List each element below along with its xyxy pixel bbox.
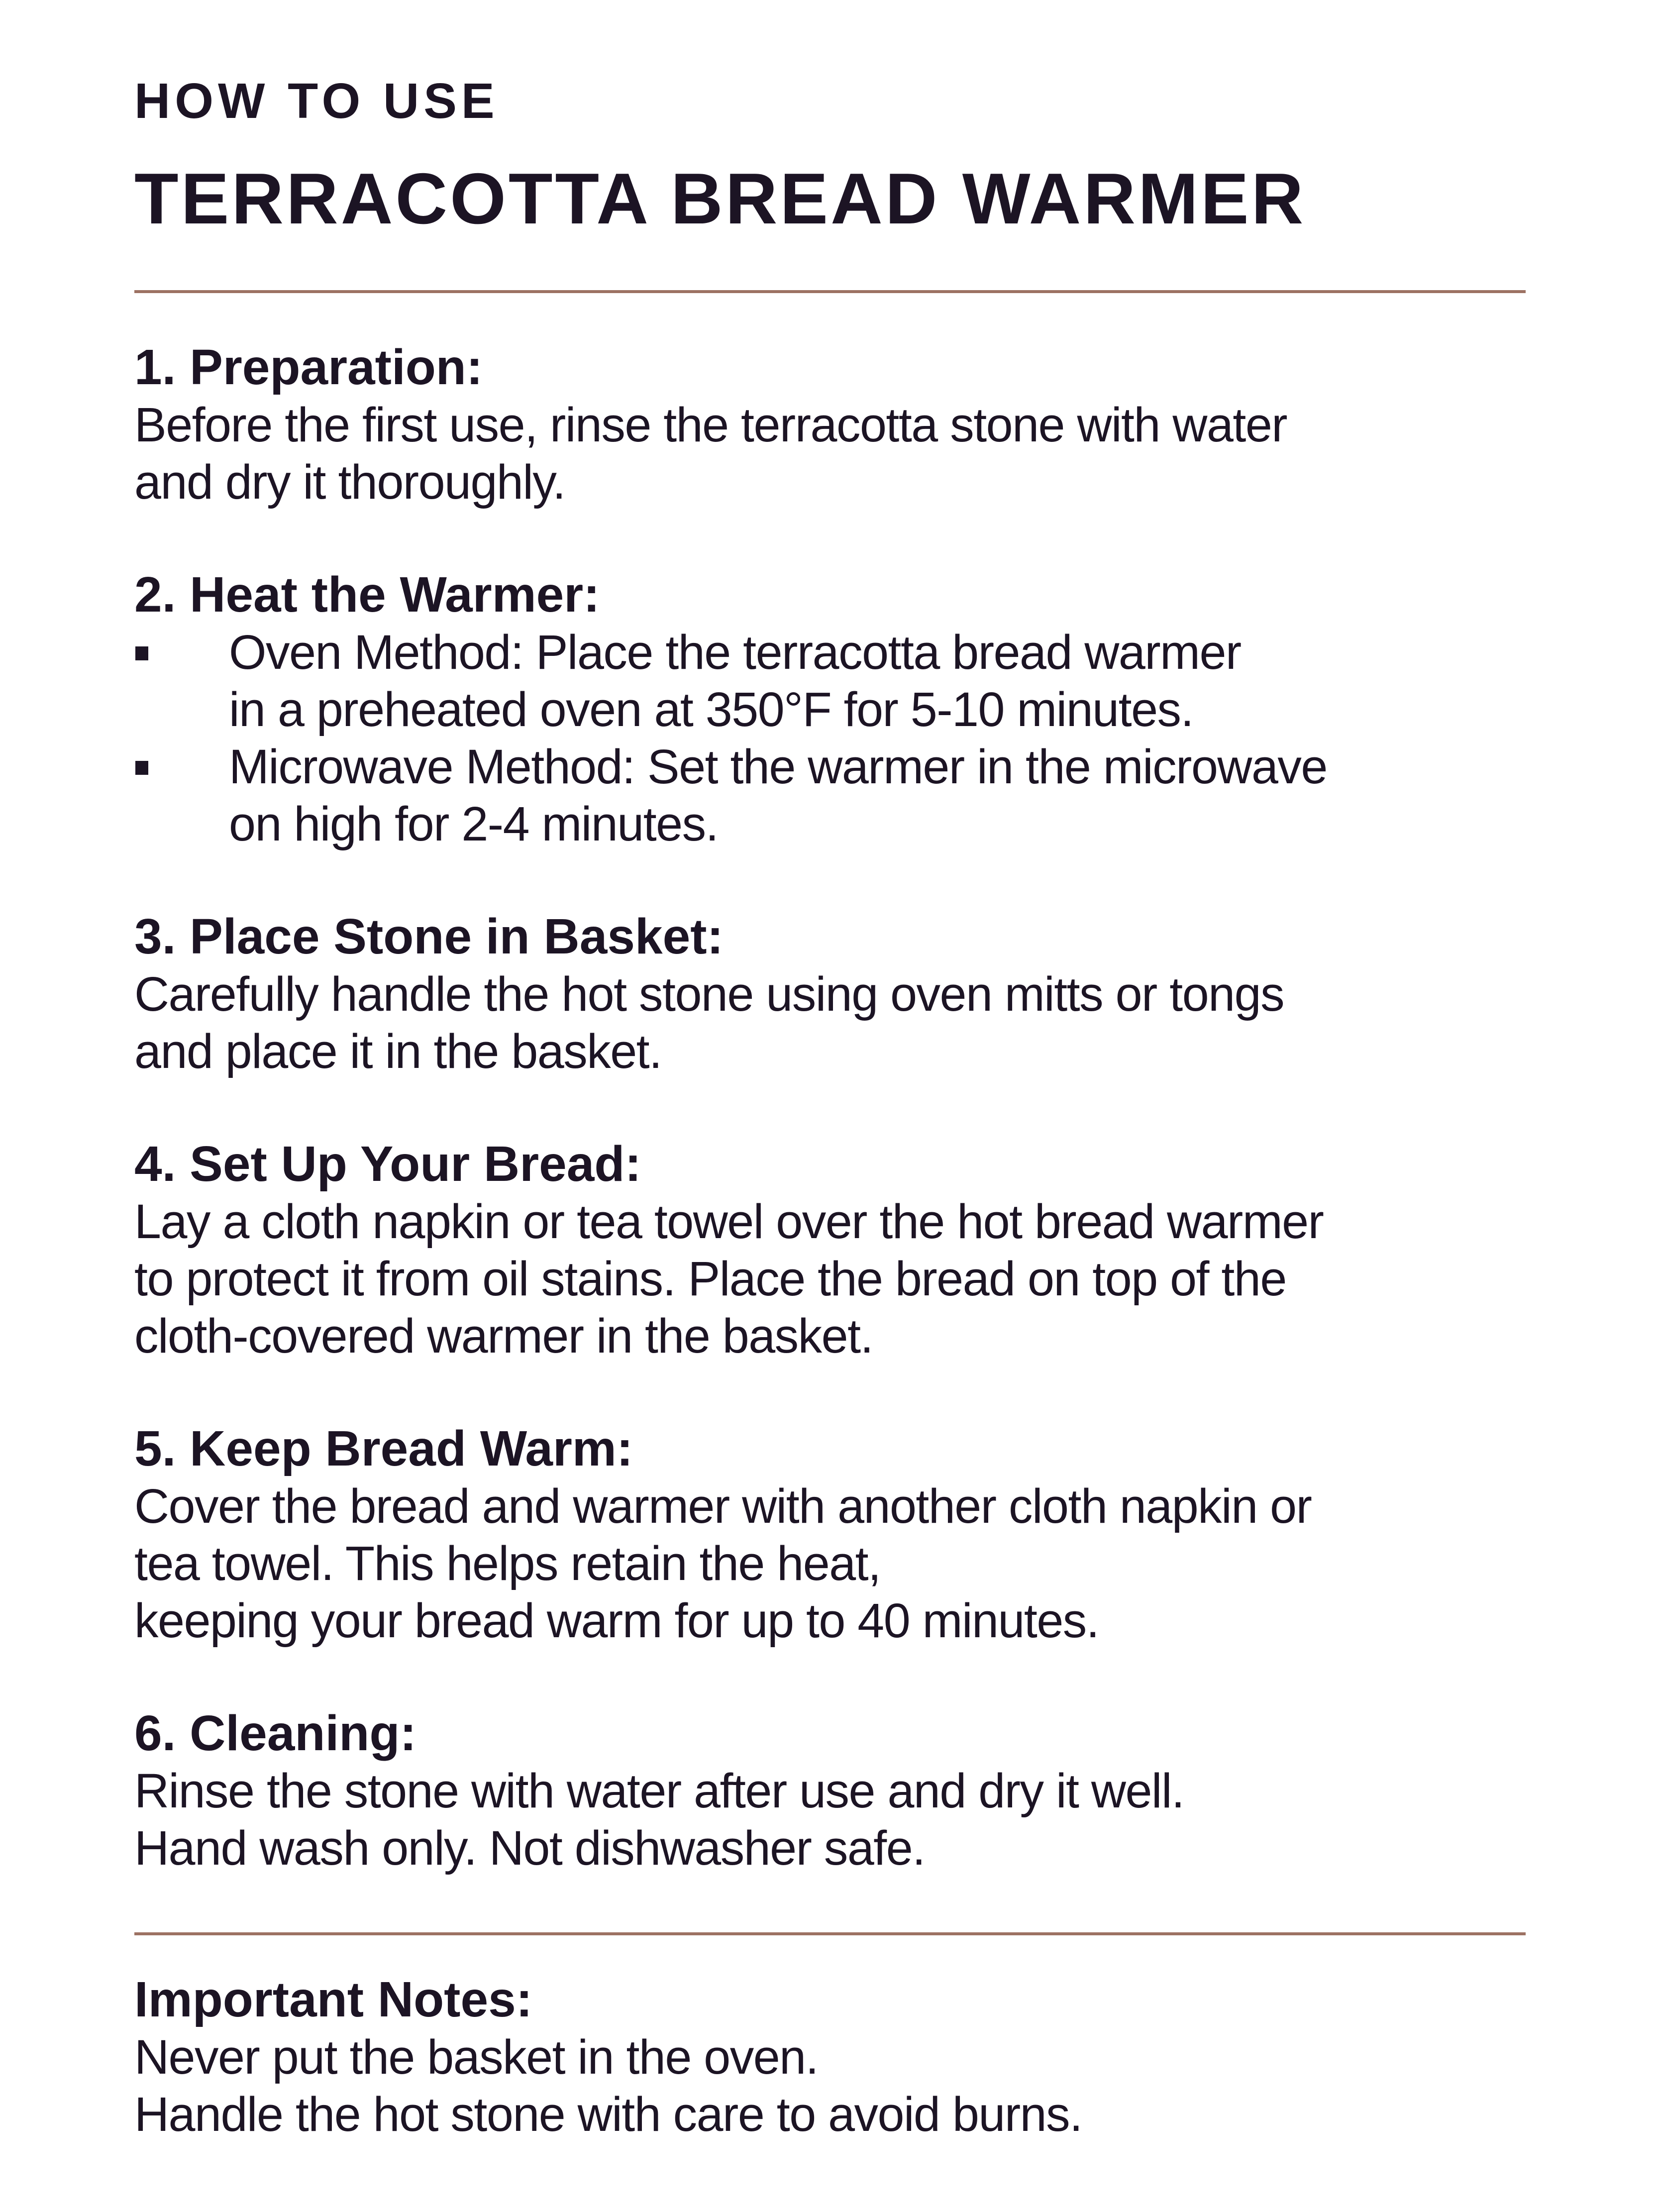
body-line: and dry it thoroughly. bbox=[134, 455, 565, 509]
eyebrow-label: HOW TO USE bbox=[134, 73, 499, 129]
bullet-text bbox=[229, 624, 1241, 738]
instruction-section bbox=[134, 908, 1526, 1080]
divider-top bbox=[134, 290, 1526, 293]
bullet-text bbox=[229, 738, 1327, 852]
body-line: Cover the bread and warmer with another cloth napkin or bbox=[134, 1479, 1312, 1533]
section-heading: 5. Keep Bread Warm: bbox=[134, 1421, 633, 1476]
body-line: to protect it from oil stains. Place the bread on top of the bbox=[134, 1252, 1286, 1306]
body-line: and place it in the basket. bbox=[134, 1024, 662, 1078]
body-line: Handle the hot stone with care to avoid burns. bbox=[134, 2087, 1082, 2141]
bullet-item bbox=[134, 624, 1526, 738]
divider-bottom bbox=[134, 1932, 1526, 1935]
body-line: tea towel. This helps retain the heat, bbox=[134, 1536, 881, 1590]
instruction-section bbox=[134, 339, 1526, 511]
body-line: Oven Method: Place the terracotta bread warmer bbox=[229, 625, 1241, 679]
body-line: keeping your bread warm for up to 40 minutes. bbox=[134, 1593, 1099, 1648]
section-heading: 3. Place Stone in Basket: bbox=[134, 909, 724, 964]
body-line: Lay a cloth napkin or tea towel over the hot bread warmer bbox=[134, 1194, 1324, 1249]
body-line: on high for 2-4 minutes. bbox=[229, 797, 719, 851]
notes-section bbox=[134, 1971, 1526, 2143]
instruction-section bbox=[134, 566, 1526, 852]
bullet-square-icon bbox=[135, 761, 148, 775]
notes-heading: Important Notes: bbox=[134, 1972, 532, 2027]
bullet-item bbox=[134, 738, 1526, 852]
body-line: Microwave Method: Set the warmer in the microwave bbox=[229, 739, 1327, 794]
section-heading: 6. Cleaning: bbox=[134, 1705, 416, 1761]
instruction-section bbox=[134, 1420, 1526, 1649]
page-title: TERRACOTTA BREAD WARMER bbox=[134, 158, 1306, 239]
section-heading: 4. Set Up Your Bread: bbox=[134, 1136, 641, 1192]
section-heading: 1. Preparation: bbox=[134, 339, 483, 395]
body-line: Never put the basket in the oven. bbox=[134, 2030, 819, 2084]
bullet-square-icon bbox=[135, 646, 148, 660]
section-heading: 2. Heat the Warmer: bbox=[134, 567, 600, 623]
body-line: Carefully handle the hot stone using oven mitts or tongs bbox=[134, 967, 1284, 1021]
body-line: in a preheated oven at 350°F for 5-10 minutes. bbox=[229, 682, 1193, 737]
body-line: Before the first use, rinse the terracotta stone with water bbox=[134, 398, 1287, 452]
body-line: cloth-covered warmer in the basket. bbox=[134, 1309, 873, 1363]
body-line: Hand wash only. Not dishwasher safe. bbox=[134, 1821, 925, 1875]
instruction-section bbox=[134, 1136, 1526, 1365]
body-line: Rinse the stone with water after use and dry it well. bbox=[134, 1764, 1184, 1818]
instruction-section bbox=[134, 1705, 1526, 1877]
instructions bbox=[134, 339, 1526, 1877]
